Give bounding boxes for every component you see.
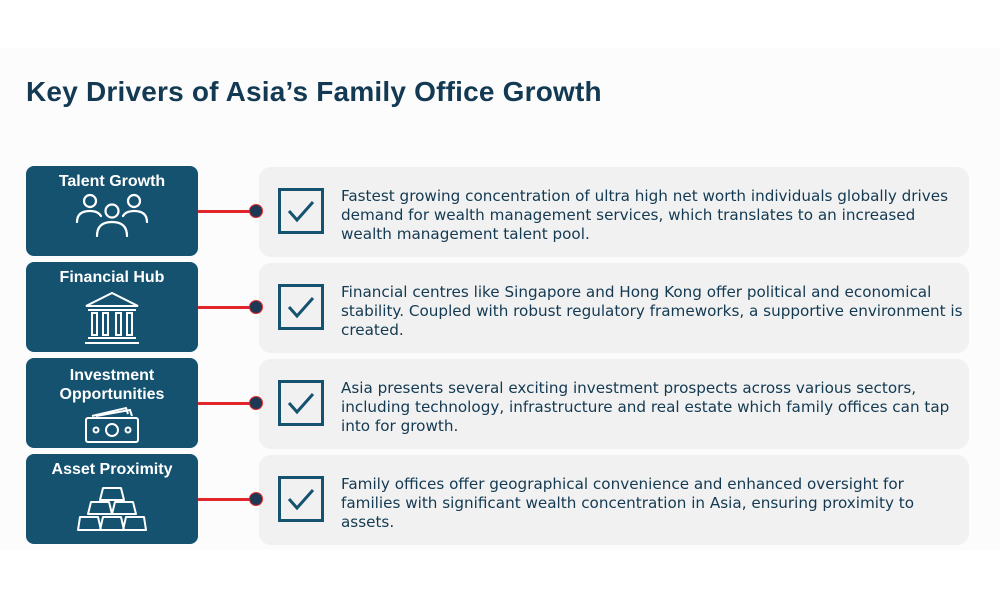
- driver-row-investment-opportunities: [0, 358, 1000, 450]
- driver-label: Talent Growth: [58, 173, 166, 190]
- driver-label-box: [26, 262, 198, 352]
- page-title: Key Drivers of Asia’s Family Office Growth: [26, 76, 602, 107]
- people-icon: [72, 192, 152, 240]
- driver-description: Financial centres like Singapore and Hong Kong offer political and economical stability. Coupled with robust regulatory frameworks, a supportive environment is created.: [341, 283, 963, 339]
- driver-row-talent-growth: [0, 166, 1000, 258]
- checkbox-icon: [278, 380, 324, 426]
- driver-card: [259, 167, 969, 257]
- driver-description: Fastest growing concentration of ultra high net worth individuals globally drives demand for wealth management services, which translates to an increased wealth management talent pool.: [341, 187, 948, 243]
- connector-dot: [249, 204, 263, 218]
- driver-label: Financial Hub: [59, 269, 165, 286]
- connector-line: [198, 306, 256, 309]
- driver-label-box: [26, 358, 198, 448]
- cash-icon: [82, 406, 142, 446]
- driver-description: Family offices offer geographical convenience and enhanced oversight for families with significant wealth concentration in Asia, ensuring proximity to assets.: [341, 475, 915, 531]
- driver-label: Asset Proximity: [51, 461, 173, 478]
- connector-line: [198, 210, 256, 213]
- driver-label: Investment Opportunities: [59, 367, 165, 403]
- checkbox-icon: [278, 476, 324, 522]
- connector-dot: [249, 396, 263, 410]
- bank-building-icon: [82, 290, 142, 346]
- driver-row-asset-proximity: [0, 454, 1000, 546]
- connector-dot: [249, 492, 263, 506]
- connector-line: [198, 498, 256, 501]
- driver-card: [259, 359, 969, 449]
- checkbox-icon: [278, 284, 324, 330]
- gold-bars-icon: [77, 484, 147, 534]
- driver-card: [259, 455, 969, 545]
- driver-card: [259, 263, 969, 353]
- connector-line: [198, 402, 256, 405]
- checkbox-icon: [278, 188, 324, 234]
- driver-description: Asia presents several exciting investment prospects across various sectors, including technology, infrastructure and real estate which family offices can tap into for growth.: [341, 379, 950, 435]
- connector-dot: [249, 300, 263, 314]
- driver-label-box: [26, 166, 198, 256]
- driver-label-box: [26, 454, 198, 544]
- driver-row-financial-hub: [0, 262, 1000, 354]
